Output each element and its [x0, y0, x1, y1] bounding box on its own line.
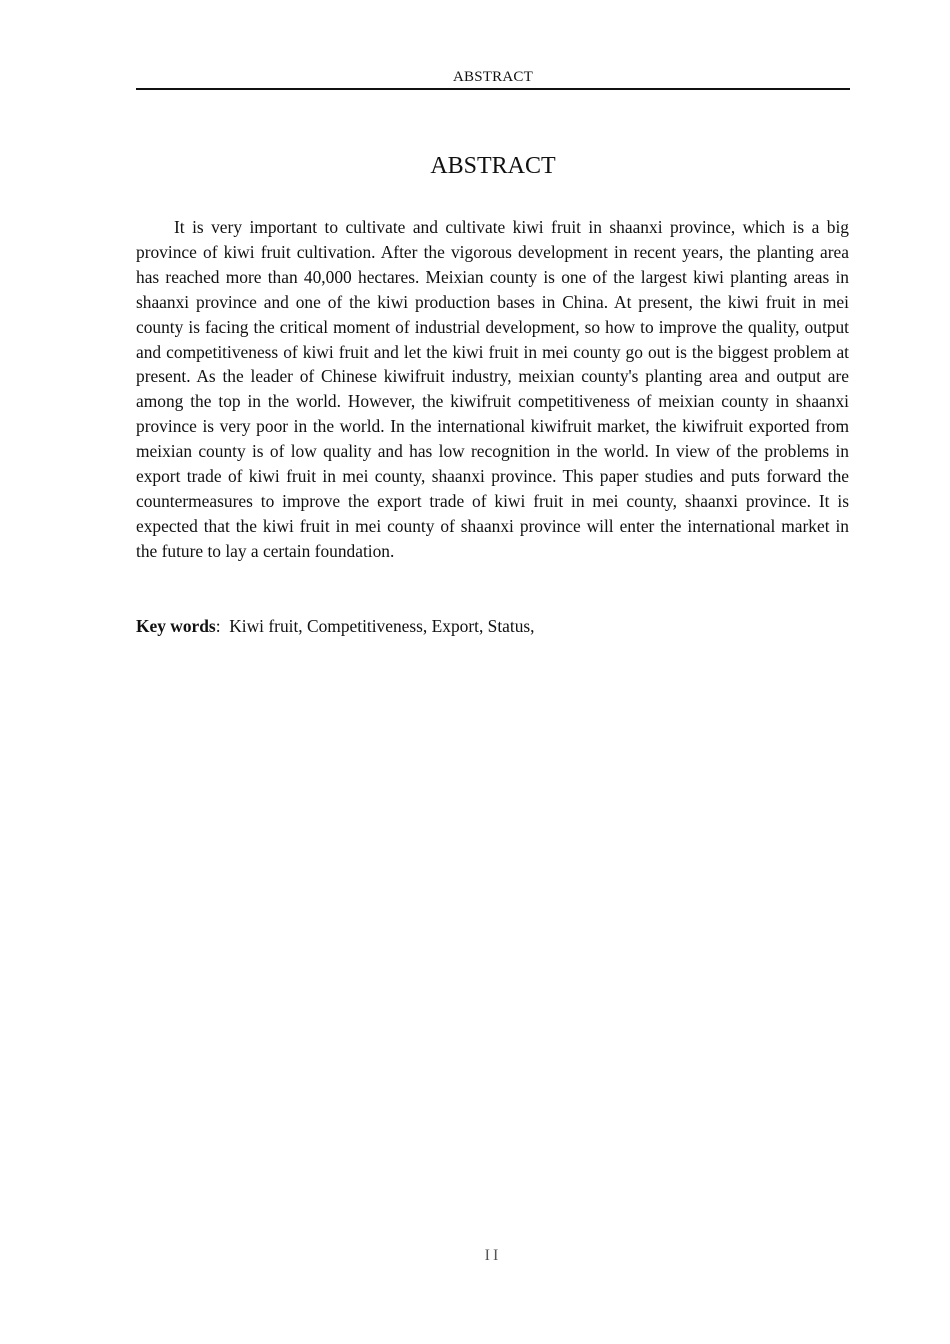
keywords-label: Key words [136, 616, 216, 636]
keywords-list: Kiwi fruit, Competitiveness, Export, Status, [229, 616, 535, 636]
header-rule [136, 88, 850, 90]
page-title: ABSTRACT [430, 153, 556, 179]
keywords-separator: : [215, 616, 230, 636]
running-header: ABSTRACT [453, 69, 533, 85]
abstract-paragraph: It is very important to cultivate and cultivate kiwi fruit in shaanxi province, which is a big province of kiwi fruit cultivation. After the vigorous development in recent years, the planting area has reached more than 40,000 hectares. Meixian county is one of the largest kiwi planting areas in shaanxi province and one of the kiwi production bases in China. At present, the kiwi fruit in mei county is facing the critical moment of industrial development, so how to improve the quality, output and competitiveness of kiwi fruit and let the kiwi fruit in mei county go out is the biggest problem at present. As the leader of Chinese kiwifruit industry, meixian county's planting area and output are among the top in the world. However, the kiwifruit competitiveness of meixian county in shaanxi province is very poor in the world. In the international kiwifruit market, the kiwifruit exported from meixian county is of low quality and has low recognition in the world. In view of the problems in export trade of kiwi fruit in mei county, shaanxi province. This paper studies and puts forward the countermeasures to improve the export trade of kiwi fruit in mei county, shaanxi province. It is expected that the kiwi fruit in mei county of shaanxi province will enter the international market in the future to lay a certain foundation. [136, 217, 849, 561]
page-number: II [484, 1247, 502, 1264]
keywords-line [136, 614, 850, 639]
